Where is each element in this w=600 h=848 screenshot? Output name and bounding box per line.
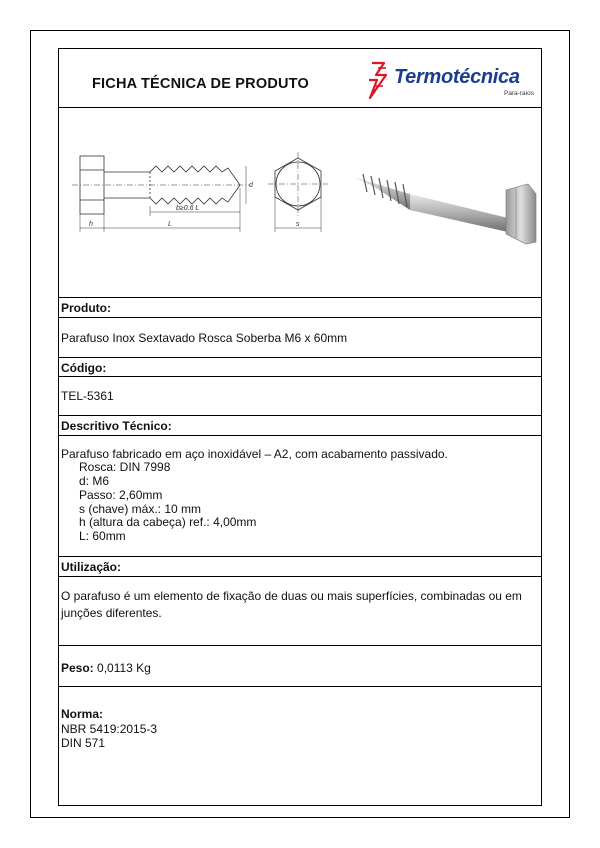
standards-heading: Norma: xyxy=(61,707,104,721)
lightning-logo-icon xyxy=(366,60,394,106)
spec-item: Passo: 2,60mm xyxy=(79,488,163,502)
spec-item: s (chave) máx.: 10 mm xyxy=(79,502,202,516)
wrench-size-label: s xyxy=(296,221,300,228)
spec-item: h (altura da cabeça) ref.: 4,00mm xyxy=(79,515,257,529)
usage-text: O parafuso é um elemento de fixação de duas ou mais superfícies, combinadas ou em junções diferentes. xyxy=(61,589,522,620)
divider xyxy=(58,645,542,646)
code-heading: Código: xyxy=(61,361,107,375)
standard-item: NBR 5419:2015-3 xyxy=(61,722,158,736)
length-label: L xyxy=(168,221,172,228)
diameter-label: d xyxy=(249,182,253,189)
spec-item: Rosca: DIN 7998 xyxy=(79,460,171,474)
divider xyxy=(58,357,542,358)
head-height-label: h xyxy=(89,221,93,228)
screw-drawing xyxy=(58,108,542,298)
technical-heading: Descritivo Técnico: xyxy=(61,419,172,433)
divider xyxy=(58,415,542,416)
weight-line xyxy=(61,661,151,675)
divider xyxy=(58,686,542,687)
technical-intro: Parafuso fabricado em aço inoxidável – A2, com acabamento passivado. xyxy=(61,447,448,461)
product-heading: Produto: xyxy=(61,301,111,315)
usage-heading: Utilização: xyxy=(61,560,122,574)
divider xyxy=(58,317,542,318)
divider xyxy=(58,556,542,557)
thread-length-label: b≥0.6 L xyxy=(176,205,200,212)
divider xyxy=(58,297,542,298)
product-code: TEL-5361 xyxy=(61,389,114,403)
divider xyxy=(58,435,542,436)
spec-item: L: 60mm xyxy=(79,529,126,543)
brand-logo xyxy=(366,60,538,106)
screw-photo xyxy=(353,174,536,244)
divider xyxy=(58,376,542,377)
divider xyxy=(58,576,542,577)
brand-name: Termotécnica xyxy=(394,66,520,88)
weight-value: 0,0113 Kg xyxy=(97,661,151,675)
weight-heading: Peso: xyxy=(61,661,94,675)
standard-item: DIN 571 xyxy=(61,736,106,750)
spec-item: d: M6 xyxy=(79,474,110,488)
product-name: Parafuso Inox Sextavado Rosca Soberba M6 x 60mm xyxy=(61,331,348,345)
document-title: FICHA TÉCNICA DE PRODUTO xyxy=(92,76,309,92)
brand-tagline: Para-raios xyxy=(504,90,534,97)
